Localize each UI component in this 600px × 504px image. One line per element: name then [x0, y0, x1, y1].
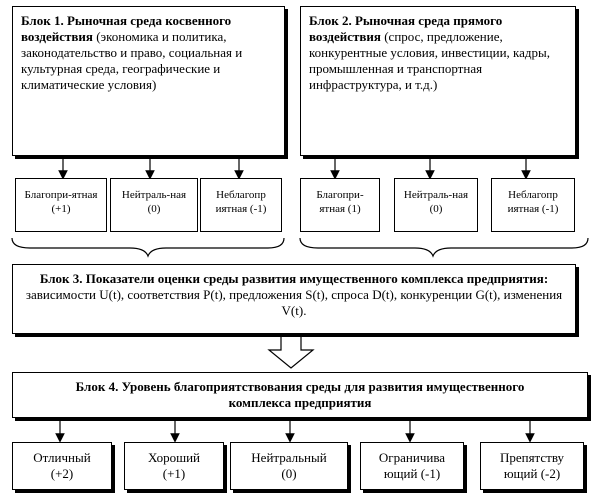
level-limiting-line1: Ограничива	[378, 450, 446, 465]
level-neutral-line1: Нейтральный	[251, 450, 327, 465]
level-good	[124, 442, 224, 490]
b2-factor-neutral	[394, 178, 478, 232]
block3-body: зависимости U(t), соответствия P(t), предложения S(t), спроса D(t), конкуренции G(t), изменения V(t).	[25, 287, 563, 318]
level-excellent-line2: (+2)	[50, 466, 74, 481]
level-hindering	[480, 442, 584, 490]
b1-factor-neutral	[110, 178, 198, 232]
level-good-line1: Хороший	[148, 450, 200, 465]
b2-factor-favorable-label: Благопри-ятная (1)	[316, 189, 364, 215]
b1-factor-unfavorable-label: Неблагопр иятная (-1)	[215, 189, 267, 215]
block2-body: (спрос, предложение, конкурентные условия, инвестиции, кадры, промышленная и транспортная инфраструктура, и т.д.)	[309, 29, 551, 92]
level-neutral	[230, 442, 348, 490]
level-neutral-line2: (0)	[281, 466, 297, 481]
level-limiting	[360, 442, 464, 490]
block1-box	[12, 6, 285, 156]
brace-right	[300, 238, 588, 256]
b2-factor-neutral-label: Нейтраль-ная (0)	[403, 189, 469, 215]
block4-title: Блок 4. Уровень благоприятствования среды для развития имущественного комплекса предприятия	[75, 379, 525, 410]
block1-title: Блок 1. Рыночная среда косвенного воздействия	[21, 13, 232, 44]
b1-factor-favorable-label: Благопри-ятная (+1)	[24, 189, 98, 215]
block2-title: Блок 2. Рыночная среда прямого воздействия	[309, 13, 503, 44]
level-excellent-line1: Отличный	[33, 450, 91, 465]
block4-box	[12, 372, 588, 418]
block3-title: Блок 3. Показатели оценки среды развития имущественного комплекса предприятия:	[39, 271, 549, 286]
level-hindering-line1: Препятству	[499, 450, 565, 465]
level-good-line2: (+1)	[162, 466, 186, 481]
hollow-arrow	[269, 336, 313, 368]
brace-left	[12, 238, 284, 256]
block1-body: (экономика и политика, законодательство и право, социальная и культурная среда, географические и климатические условия)	[21, 29, 243, 92]
b2-factor-favorable	[300, 178, 380, 232]
block2-box	[300, 6, 576, 156]
level-limiting-line2: ющий (-1)	[383, 466, 441, 481]
b1-factor-favorable	[15, 178, 107, 232]
block3-box	[12, 264, 576, 334]
b1-factor-neutral-label: Нейтраль-ная (0)	[121, 189, 187, 215]
b2-factor-unfavorable-label: Неблагопр иятная (-1)	[507, 189, 559, 215]
level-excellent	[12, 442, 112, 490]
b2-factor-unfavorable	[491, 178, 575, 232]
level-hindering-line2: ющий (-2)	[503, 466, 561, 481]
b1-factor-unfavorable	[200, 178, 282, 232]
